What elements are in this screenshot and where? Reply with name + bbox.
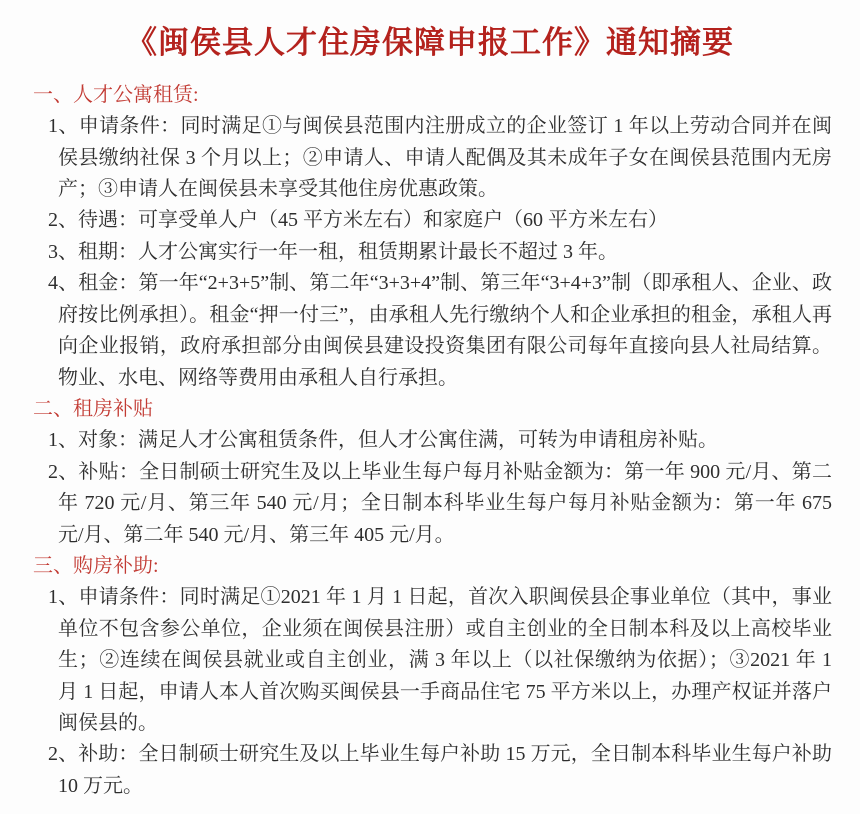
document-title: 《闽侯县人才住房保障申报工作》通知摘要 — [126, 25, 734, 60]
list-item-purchase-conditions: 1、申请条件：同时满足①2021 年 1 月 1 日起，首次入职闽侯县企事业单位（其中，事业单位不包含参公单位，企业须在闽侯县注册）或自主创业的全日制本科及以上高校毕业生；②连续在闽侯县就业或自主创业，满 3 年以上（以社保缴纳为依据）；③2021 年 1 月 1 日起，申请人本人首次购买闽侯县一手商品住宅 75 平方米以上，办理产权证并落户闽侯县的。 — [48, 586, 832, 734]
list-item-benefits: 2、待遇：可享受单人户（45 平方米左右）和家庭户（60 平方米左右） — [48, 209, 668, 232]
list-item-lease-term: 3、租期：人才公寓实行一年一租，租赁期累计最长不超过 3 年。 — [48, 240, 618, 263]
section-rent-subsidy — [0, 394, 860, 551]
document-body — [0, 80, 860, 802]
section-heading-rent-subsidy: 二、租房补贴 — [33, 397, 153, 420]
list-item-subsidy-amounts: 2、补贴：全日制硕士研究生及以上毕业生每户每月补贴金额为：第一年 900 元/月、第二年 720 元/月、第三年 540 元/月；全日制本科毕业生每户每月补贴金额为：第一年 675 元/月、第二年 540 元/月、第三年 405 元/月。 — [48, 460, 832, 546]
list-item-application-conditions: 1、申请条件：同时满足①与闽侯县范围内注册成立的企业签订 1 年以上劳动合同并在闽侯县缴纳社保 3 个月以上；②申请人、申请人配偶及其未成年子女在闽侯县范围内无房产；③申请人在闽侯县未享受其他住房优惠政策。 — [48, 115, 832, 201]
list-item-purchase-subsidy-amounts: 2、补助：全日制硕士研究生及以上毕业生每户补助 15 万元，全日制本科毕业生每户补助 10 万元。 — [48, 743, 832, 797]
section-home-purchase-subsidy — [0, 551, 860, 802]
section-heading-apartment-rental: 一、人才公寓租赁: — [33, 83, 199, 106]
section-heading-home-purchase-subsidy: 三、购房补助: — [33, 554, 159, 577]
section-apartment-rental — [0, 80, 860, 394]
list-item-subsidy-target: 1、对象：满足人才公寓租赁条件，但人才公寓住满，可转为申请租房补贴。 — [48, 429, 718, 452]
list-item-rent: 4、租金：第一年“2+3+5”制、第二年“3+3+4”制、第三年“3+4+3”制（即承租人、企业、政府按比例承担）。租金“押一付三”，由承租人先行缴纳个人和企业承担的租金，承租人再向企业报销，政府承担部分由闽侯县建设投资集团有限公司每年直接向县人社局结算。物业、水电、网络等费用由承租人自行承担。 — [48, 272, 832, 389]
